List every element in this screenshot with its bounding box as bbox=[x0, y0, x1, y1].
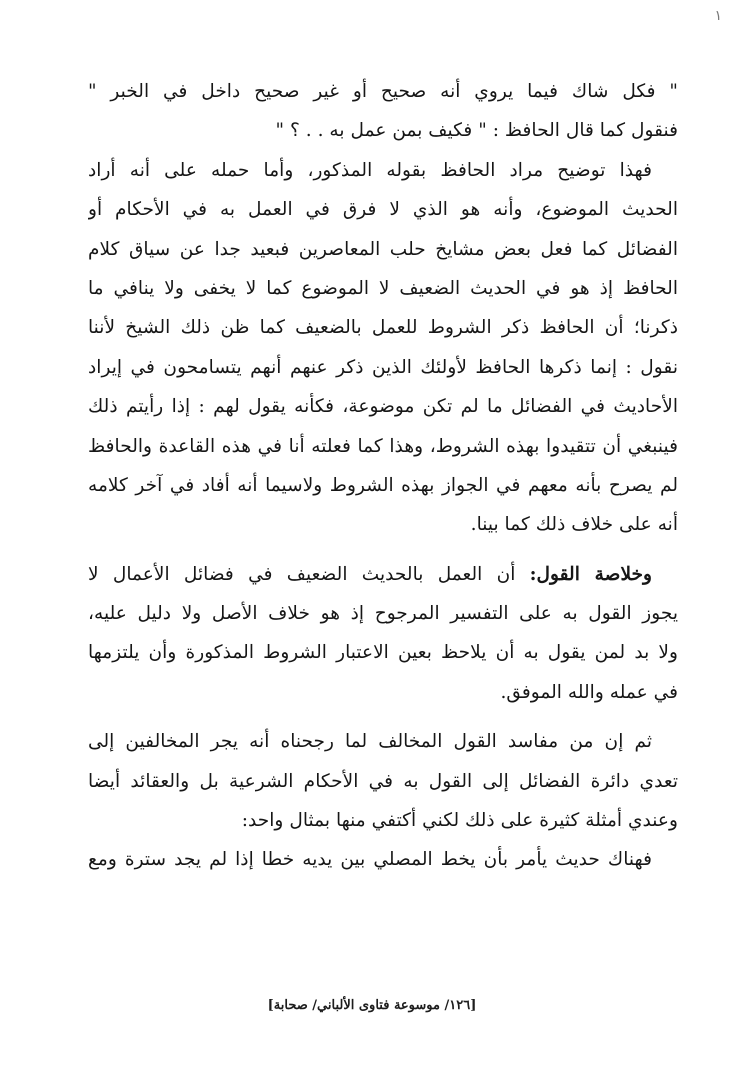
text-line: فينبغي أن تتقيدوا بهذه الشروط، وهذا كما فعلته أنا في هذه القاعدة والحافظ bbox=[88, 435, 678, 457]
text-line: ذكرنا؛ أن الحافظ ذكر الشروط للعمل بالضعيف كما ظن ذلك الشيخ لأننا bbox=[88, 317, 678, 339]
text-line: فنقول كما قال الحافظ : " فكيف بمن عمل به . . ؟ " bbox=[275, 120, 678, 142]
text-line: في عمله والله الموفق. bbox=[500, 681, 678, 703]
text-line: أنه على خلاف ذلك كما بينا. bbox=[470, 514, 678, 536]
text-line: فهناك حديث يأمر بأن يخط المصلي بين يديه خطا إذا لم يجد سترة ومع bbox=[88, 849, 652, 871]
text-line: الفضائل كما فعل بعض مشايخ حلب المعاصرين فبعيد جدا عن سياق كلام bbox=[88, 238, 678, 260]
corner-mark: ١ bbox=[714, 8, 722, 24]
text-line: الحافظ إذ هو في الحديث الضعيف لا الموضوع كما لا يخفى ولا ينافي ما bbox=[88, 277, 678, 299]
text-line: لم يصرح بأنه معهم في الجواز بهذه الشروط ولاسيما أنه أفاد في آخر كلامه bbox=[88, 474, 678, 496]
conclusion-label: وخلاصة القول: bbox=[529, 563, 653, 585]
text-line: الحديث الموضوع، وأنه هو الذي لا فرق في العمل به في الأحكام أو bbox=[88, 199, 678, 221]
body-text bbox=[88, 72, 678, 880]
text-line: يجوز القول به على التفسير المرجوح إذ هو خلاف الأصل ولا دليل عليه، bbox=[88, 603, 678, 625]
text-line: الأحاديث في الفضائل ما لم تكن موضوعة، فكأنه يقول لهم : إذا رأيتم ذلك bbox=[88, 396, 678, 418]
conclusion-first-line bbox=[88, 555, 678, 594]
text-line: " فكل شاك فيما يروي أنه صحيح أو غير صحيح داخل في الخبر " bbox=[88, 81, 678, 102]
text-line: نقول : إنما ذكرها الحافظ لأولئك الذين ذكر عنهم أنهم يتسامحون في إيراد bbox=[88, 356, 678, 378]
conclusion-first-line-rest: أن العمل بالحديث الضعيف في فضائل الأعمال لا bbox=[88, 563, 530, 585]
text-line: ثم إن من مفاسد القول المخالف لما رجحناه أنه يجر المخالفين إلى bbox=[88, 731, 652, 753]
page-footer: [١٢٦/ موسوعة فتاوى الألباني/ صحابة] bbox=[267, 998, 477, 1013]
text-line: ولا بد لمن يقول به أن يلاحظ بعين الاعتبار الشروط المذكورة وأن يلتزمها bbox=[88, 642, 678, 664]
text-line: فهذا توضيح مراد الحافظ بقوله المذكور، وأما حمله على أنه أراد bbox=[88, 159, 652, 181]
text-line: تعدي دائرة الفضائل إلى القول به في الأحكام الشرعية بل والعقائد أيضا bbox=[88, 770, 678, 792]
text-line: وعندي أمثلة كثيرة على ذلك لكني أكتفي منها بمثال واحد: bbox=[241, 810, 678, 832]
